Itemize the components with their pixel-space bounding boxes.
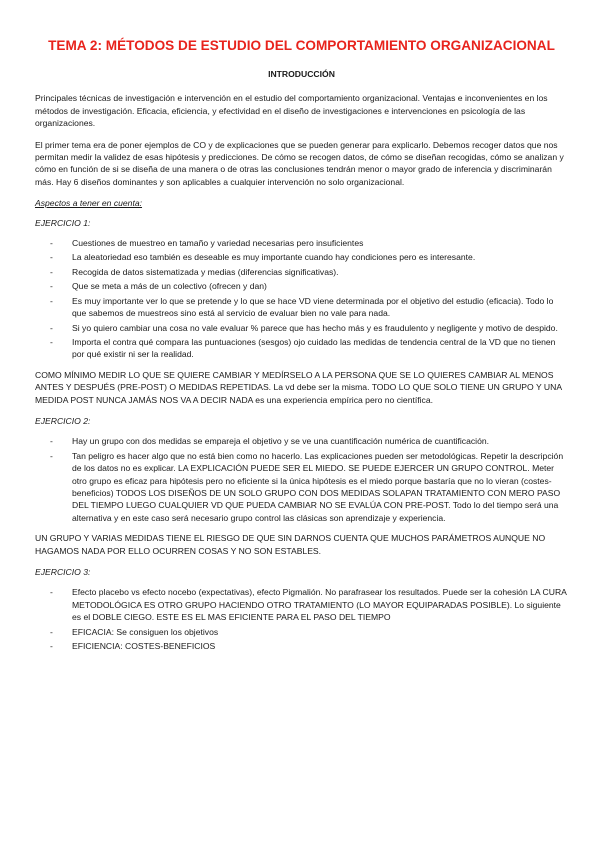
list-item: - Cuestiones de muestreo en tamaño y variedad necesarias pero insuficientes: [50, 238, 364, 249]
ejercicio-1-note: COMO MÍNIMO MEDIR LO QUE SE QUIERE CAMBIAR Y MEDÍRSELO A LA PERSONA QUE SE LO QUIERES CAMBIAR AL MENOS ANTES Y DESPUÉS (PRE-POST) O MEDIDAS REPETIDAS. La vd debe ser la misma. TODO LO QUE SOLO TIENE UN GRUPO Y UNA MEDIDA POST NUNCA JAMÁS NOS VA A DECIR NADA es una experiencia empírica pero no científica.: [35, 369, 562, 405]
list-item: - Tan peligro es hacer algo que no está bien como no hacerlo. Las explicaciones pueden ser metodológicas. Repetir la descripción de los datos no es explicar. LA EXPLICACIÓN PUEDE SER EL MIEDO. SE PUEDE EJERCER UN GRUPO CONTROL. Meter otro grupo es eficaz para hipótesis pero no eficiente si la única hipótesis es el miedo porque bastaría que no lo vieran (costes-beneficios) TODOS LOS DISEÑOS DE UN SOLO GRUPO CON DOS MEDIDAS SOLAPAN TRATAMIENTO CON MERO PASO DEL TIEMPO LUEGO CUALQUIER VD QUE PUEDA CAMBIAR NO SE EVALÚA CON PRE-POST. Todo lo del tiempo será una alternativa y en este caso será necesario grupo control las clásicas son aprendizaje y experiencia.: [50, 450, 564, 523]
page-title: TEMA 2: MÉTODOS DE ESTUDIO DEL COMPORTAMIENTO ORGANIZACIONAL: [48, 38, 555, 53]
list-item: - Recogida de datos sistematizada y medias (diferencias significativas).: [50, 266, 339, 277]
ejercicio-1-list: [35, 237, 568, 361]
list-item: - Efecto placebo vs efecto nocebo (expectativas), efecto Pigmalión. No parafrasear los resultados. Puede ser la cohesión LA CURA METODOLÓGICA ES OTRO GRUPO HACIENDO OTRO TRATAMIENTO (LO MAYOR EQUIPARADAS POSIBLE). Lo siguiente es el DOBLE CIEGO. ESTE ES EL MAS EFICIENTE PARA EL PASO DEL TIEMPO: [50, 587, 567, 623]
ejercicio-3-list: [35, 586, 568, 652]
list-item: - Importa el contra qué compara las puntuaciones (sesgos) ojo cuidado las medidas de tendencia central de la VD que no tienen por qué existir ni ser la realidad.: [50, 336, 556, 360]
intro-paragraph-2: El primer tema era de poner ejemplos de CO y de explicaciones que se pueden generar para explicarlo. Debemos recoger datos que nos permitan medir la validez de esas hipótesis y predicciones. De cómo se recogen datos, de cómo se diseñan recogidas, cómo se analizan y cómo en función de si se diseña de una manera o de otras las conclusiones tendrán menor o mayor grado de inferencia y discriminarán más. Hay 6 diseños dominantes y son aplicables a cualquier intervención no solo organizacional.: [35, 139, 564, 187]
ejercicio-2-list: [35, 435, 568, 524]
section-subtitle: INTRODUCCIÓN: [268, 69, 335, 79]
ejercicio-3-heading: EJERCICIO 3:: [35, 567, 91, 577]
ejercicio-2-heading: EJERCICIO 2:: [35, 415, 91, 426]
list-item: - La aleatoriedad eso también es deseable es muy importante cuando hay condiciones pero es interesante.: [50, 252, 476, 263]
list-item: - Hay un grupo con dos medidas se empareja el objetivo y se ve una cuantificación numérica de cuantificación.: [50, 436, 490, 447]
ejercicio-2-note: UN GRUPO Y VARIAS MEDIDAS TIENE EL RIESGO DE QUE SIN DARNOS CUENTA QUE MUCHOS PARÁMETROS AUNQUE NO HAGAMOS NADA POR ELLO OCURREN COSAS Y NO SON ESTABLES.: [35, 533, 546, 556]
list-item: - Es muy importante ver lo que se pretende y lo que se hace VD viene determinada por el objetivo del estudio (eficacia). Todo lo que sabemos de muestreos sino está al servicio de evaluar bien no vale para nada.: [50, 295, 554, 319]
list-item: - EFICIENCIA: COSTES-BENEFICIOS: [50, 641, 216, 652]
list-item: - Si yo quiero cambiar una cosa no vale evaluar % parece que has hecho más y es fraudulento y negligente y motivo de despido.: [50, 322, 558, 333]
ejercicio-1-heading: EJERCICIO 1:: [35, 217, 91, 228]
aspectos-heading: Aspectos a tener en cuenta:: [35, 198, 143, 209]
intro-paragraph-1: Principales técnicas de investigación e intervención en el estudio del comportamiento organizacional. Ventajas e inconvenientes en los métodos de investigación. Eficacia, eficiencia, y efectividad en el diseño de investigaciones e intervenciones en psicología de las organizaciones.: [35, 93, 548, 129]
list-item: - Que se meta a más de un colectivo (ofrecen y dan): [50, 281, 267, 292]
list-item: - EFICACIA: Se consiguen los objetivos: [50, 626, 219, 637]
